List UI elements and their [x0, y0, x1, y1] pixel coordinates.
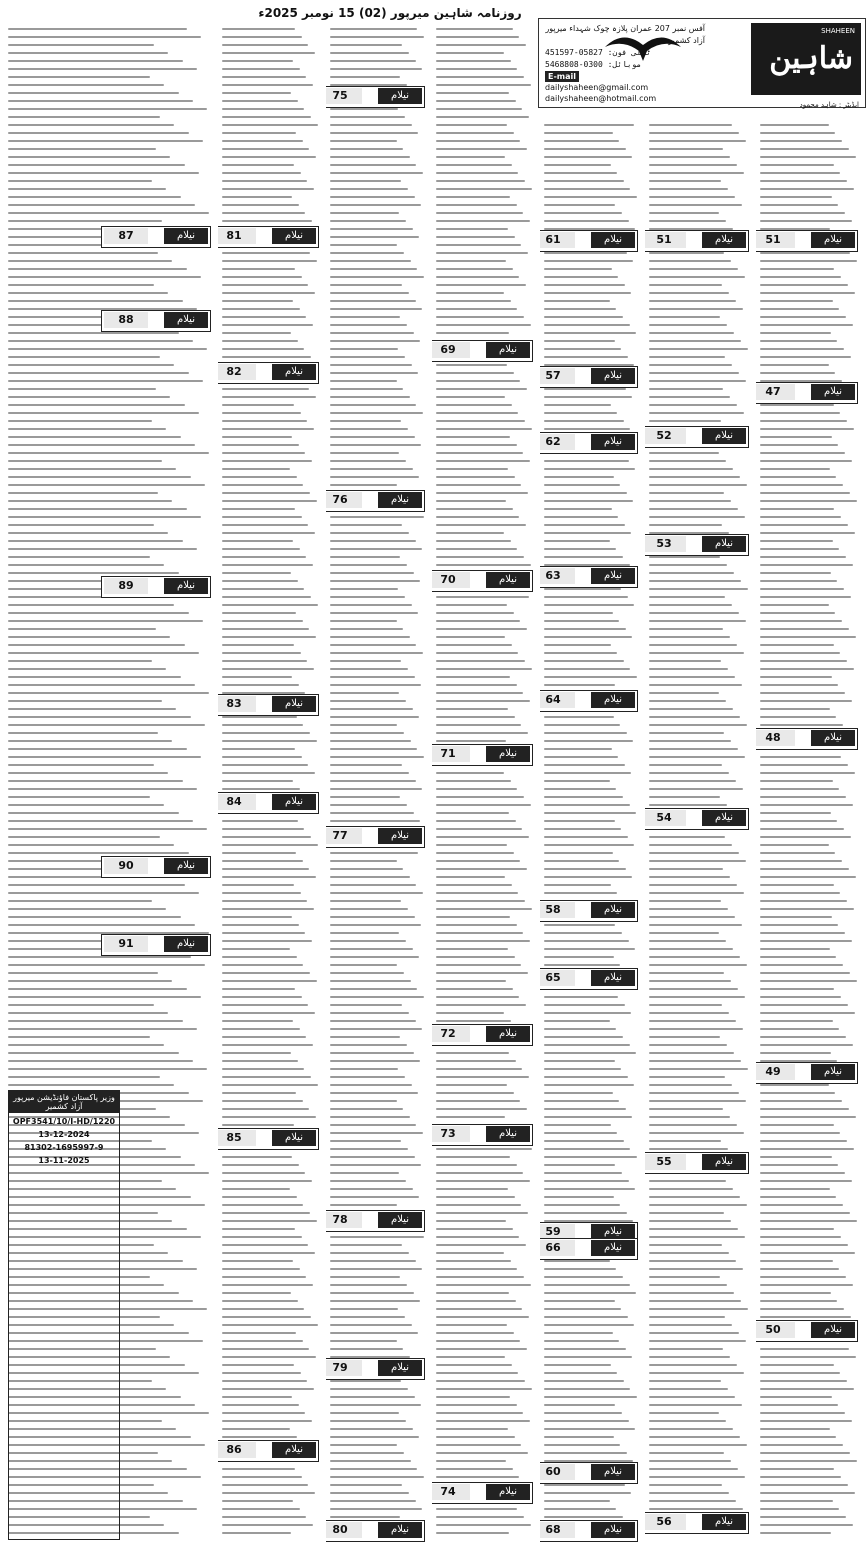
tag-number: 84: [218, 794, 256, 810]
auction-notice-tag: [101, 576, 211, 598]
auction-notice-tag: [432, 340, 533, 362]
auction-notice-tag: [645, 808, 749, 830]
tag-label: نیلام: [378, 88, 422, 104]
auction-notice-tag: [101, 226, 211, 248]
auction-notice-tag: [756, 1062, 858, 1084]
tag-label: نیلام: [486, 1026, 530, 1042]
news-column: [540, 18, 642, 1548]
email-primary[interactable]: dailyshaheen@gmail.com: [545, 83, 649, 92]
auction-notice-tag: [540, 230, 638, 252]
email-label: E-mail: [545, 71, 579, 82]
tag-label: نیلام: [486, 572, 530, 588]
auction-notice-tag: [432, 1024, 533, 1046]
auction-notice-tag: [218, 1440, 319, 1462]
tag-label: نیلام: [272, 794, 316, 810]
tag-label: نیلام: [486, 1484, 530, 1500]
tag-label: نیلام: [378, 492, 422, 508]
tag-number: 86: [218, 1442, 256, 1458]
column-text: [222, 22, 319, 1540]
tag-number: 63: [540, 568, 575, 584]
tag-number: 81: [218, 228, 256, 244]
tag-label: نیلام: [591, 368, 635, 384]
page-dateline: روزنامہ شاہین میرپور (02) 15 نومبر 2025ء: [258, 6, 522, 20]
tag-label: نیلام: [272, 228, 316, 244]
newspaper-logo: [751, 23, 861, 109]
auction-notice-tag: [432, 1124, 533, 1146]
auction-notice-tag: [101, 934, 211, 956]
auction-notice-tag: [756, 728, 858, 750]
news-column: [326, 18, 429, 1548]
tag-number: 68: [540, 1522, 575, 1538]
notice-date-2: 13-11-2025: [38, 1156, 90, 1165]
tag-number: 72: [432, 1026, 470, 1042]
tag-number: 78: [326, 1212, 362, 1228]
tag-label: نیلام: [702, 536, 746, 552]
tag-label: نیلام: [811, 384, 855, 400]
auction-notice-tag: [326, 86, 425, 108]
auction-notice-tag: [540, 432, 638, 454]
tag-label: نیلام: [591, 232, 635, 248]
tag-number: 90: [104, 858, 148, 874]
auction-notice-tag: [540, 968, 638, 990]
auction-notice-tag: [540, 566, 638, 588]
tag-number: 82: [218, 364, 256, 380]
news-column: [432, 18, 537, 1548]
auction-notice-tag: [326, 1520, 425, 1542]
tag-number: 76: [326, 492, 362, 508]
tag-number: 77: [326, 828, 362, 844]
auction-notice-tag: [218, 694, 319, 716]
tag-number: 89: [104, 578, 148, 594]
tag-number: 60: [540, 1464, 575, 1480]
tag-number: 57: [540, 368, 575, 384]
tag-label: نیلام: [591, 568, 635, 584]
tag-label: نیلام: [811, 1064, 855, 1080]
news-column: [645, 18, 753, 1548]
auction-notice-tag: [645, 534, 749, 556]
notice-code: OPF3541/10/I-HD/1220: [12, 1117, 116, 1126]
tag-number: 56: [645, 1514, 686, 1530]
auction-notice-tag: [756, 382, 858, 404]
tag-number: 64: [540, 692, 575, 708]
email-secondary[interactable]: dailyshaheen@hotmail.com: [545, 94, 657, 103]
auction-notice-tag: [432, 744, 533, 766]
tag-label: نیلام: [591, 1522, 635, 1538]
tag-number: 74: [432, 1484, 470, 1500]
email-block: [545, 71, 735, 104]
tag-label: نیلام: [702, 810, 746, 826]
tag-label: نیلام: [378, 1522, 422, 1538]
tag-number: 65: [540, 970, 575, 986]
contact-block: [545, 23, 705, 71]
tag-label: نیلام: [164, 936, 208, 952]
notice-cnic: 81302-1695997-9: [24, 1143, 104, 1152]
tag-label: نیلام: [164, 228, 208, 244]
tag-label: نیلام: [486, 1126, 530, 1142]
auction-notice-tag: [645, 230, 749, 252]
auction-notice-tag: [101, 856, 211, 878]
tag-number: 75: [326, 88, 362, 104]
auction-notice-tag: [540, 1238, 638, 1260]
masthead: [538, 18, 866, 108]
tag-number: 59: [540, 1224, 575, 1240]
auction-notice-tag: [432, 570, 533, 592]
auction-notice-tag: [540, 1520, 638, 1542]
auction-notice-tag: [326, 1358, 425, 1380]
auction-notice-tag: [540, 690, 638, 712]
tag-number: 61: [540, 232, 575, 248]
tag-label: نیلام: [811, 1322, 855, 1338]
tag-number: 51: [756, 232, 795, 248]
tag-number: 87: [104, 228, 148, 244]
tag-number: 80: [326, 1522, 362, 1538]
tag-label: نیلام: [591, 970, 635, 986]
tag-number: 54: [645, 810, 686, 826]
tag-label: نیلام: [702, 428, 746, 444]
auction-notice-tag: [326, 490, 425, 512]
auction-notice-tag: [218, 226, 319, 248]
notice-heading: وزیر پاکستان فاؤنڈیشن میرپور آزاد کشمیر: [9, 1091, 119, 1113]
tag-label: نیلام: [702, 1154, 746, 1170]
tag-number: 70: [432, 572, 470, 588]
auction-notice-tag: [540, 1462, 638, 1484]
tag-label: نیلام: [378, 1212, 422, 1228]
auction-notice-tag: [326, 1210, 425, 1232]
column-text: [544, 118, 638, 1540]
logo-title: شاہین: [769, 41, 853, 76]
tag-label: نیلام: [811, 730, 855, 746]
tag-label: نیلام: [591, 692, 635, 708]
column-text: [436, 22, 533, 1540]
tag-label: نیلام: [378, 1360, 422, 1376]
tag-number: 47: [756, 384, 795, 400]
tag-label: نیلام: [164, 858, 208, 874]
auction-notice-tag: [432, 1482, 533, 1504]
tag-number: 50: [756, 1322, 795, 1338]
tag-number: 85: [218, 1130, 256, 1146]
auction-notice-tag: [540, 900, 638, 922]
tag-number: 79: [326, 1360, 362, 1376]
notice-date: 13-12-2024: [38, 1130, 90, 1139]
tag-label: نیلام: [164, 312, 208, 328]
tag-number: 53: [645, 536, 686, 552]
news-column: [756, 18, 862, 1548]
logo-small-text: SHAHEEN: [821, 27, 855, 35]
auction-notice-tag: [218, 792, 319, 814]
tag-number: 66: [540, 1240, 575, 1256]
tag-label: نیلام: [272, 1442, 316, 1458]
tag-number: 91: [104, 936, 148, 952]
contact-address: آفس نمبر 207 عمران پلازہ چوک شہداء میرپور آزاد کشمیر: [545, 24, 705, 45]
tag-label: نیلام: [702, 1514, 746, 1530]
tag-label: نیلام: [702, 232, 746, 248]
tag-label: نیلام: [591, 1464, 635, 1480]
auction-notice-tag: [101, 310, 211, 332]
public-notice: [8, 1090, 120, 1540]
tag-label: نیلام: [486, 342, 530, 358]
contact-phone: ٹیلی فون: 05827-451597: [545, 48, 651, 57]
tag-label: نیلام: [486, 746, 530, 762]
auction-notice-tag: [645, 1512, 749, 1534]
tag-number: 48: [756, 730, 795, 746]
tag-number: 62: [540, 434, 575, 450]
tag-label: نیلام: [591, 434, 635, 450]
tag-number: 88: [104, 312, 148, 328]
tag-label: نیلام: [591, 902, 635, 918]
tag-number: 58: [540, 902, 575, 918]
auction-notice-tag: [756, 1320, 858, 1342]
column-text: [330, 22, 425, 1540]
tag-label: نیلام: [591, 1224, 635, 1240]
tag-label: نیلام: [272, 696, 316, 712]
auction-notice-tag: [756, 230, 858, 252]
tag-number: 52: [645, 428, 686, 444]
tag-number: 73: [432, 1126, 470, 1142]
tag-number: 83: [218, 696, 256, 712]
tag-label: نیلام: [378, 828, 422, 844]
auction-notice-tag: [218, 362, 319, 384]
tag-label: نیلام: [272, 1130, 316, 1146]
tag-label: نیلام: [272, 364, 316, 380]
tag-number: 69: [432, 342, 470, 358]
auction-notice-tag: [645, 426, 749, 448]
news-column: [218, 18, 323, 1548]
tag-number: 55: [645, 1154, 686, 1170]
auction-notice-tag: [645, 1152, 749, 1174]
tag-label: نیلام: [164, 578, 208, 594]
auction-notice-tag: [540, 366, 638, 388]
tag-label: نیلام: [811, 232, 855, 248]
contact-mobile: موبائل: 0300-5468808: [545, 60, 642, 69]
editor-line: ایڈیٹر : شاہد محمود: [799, 101, 859, 109]
auction-notice-tag: [218, 1128, 319, 1150]
tag-number: 71: [432, 746, 470, 762]
tag-number: 49: [756, 1064, 795, 1080]
tag-number: 51: [645, 232, 686, 248]
tag-label: نیلام: [591, 1240, 635, 1256]
auction-notice-tag: [326, 826, 425, 848]
